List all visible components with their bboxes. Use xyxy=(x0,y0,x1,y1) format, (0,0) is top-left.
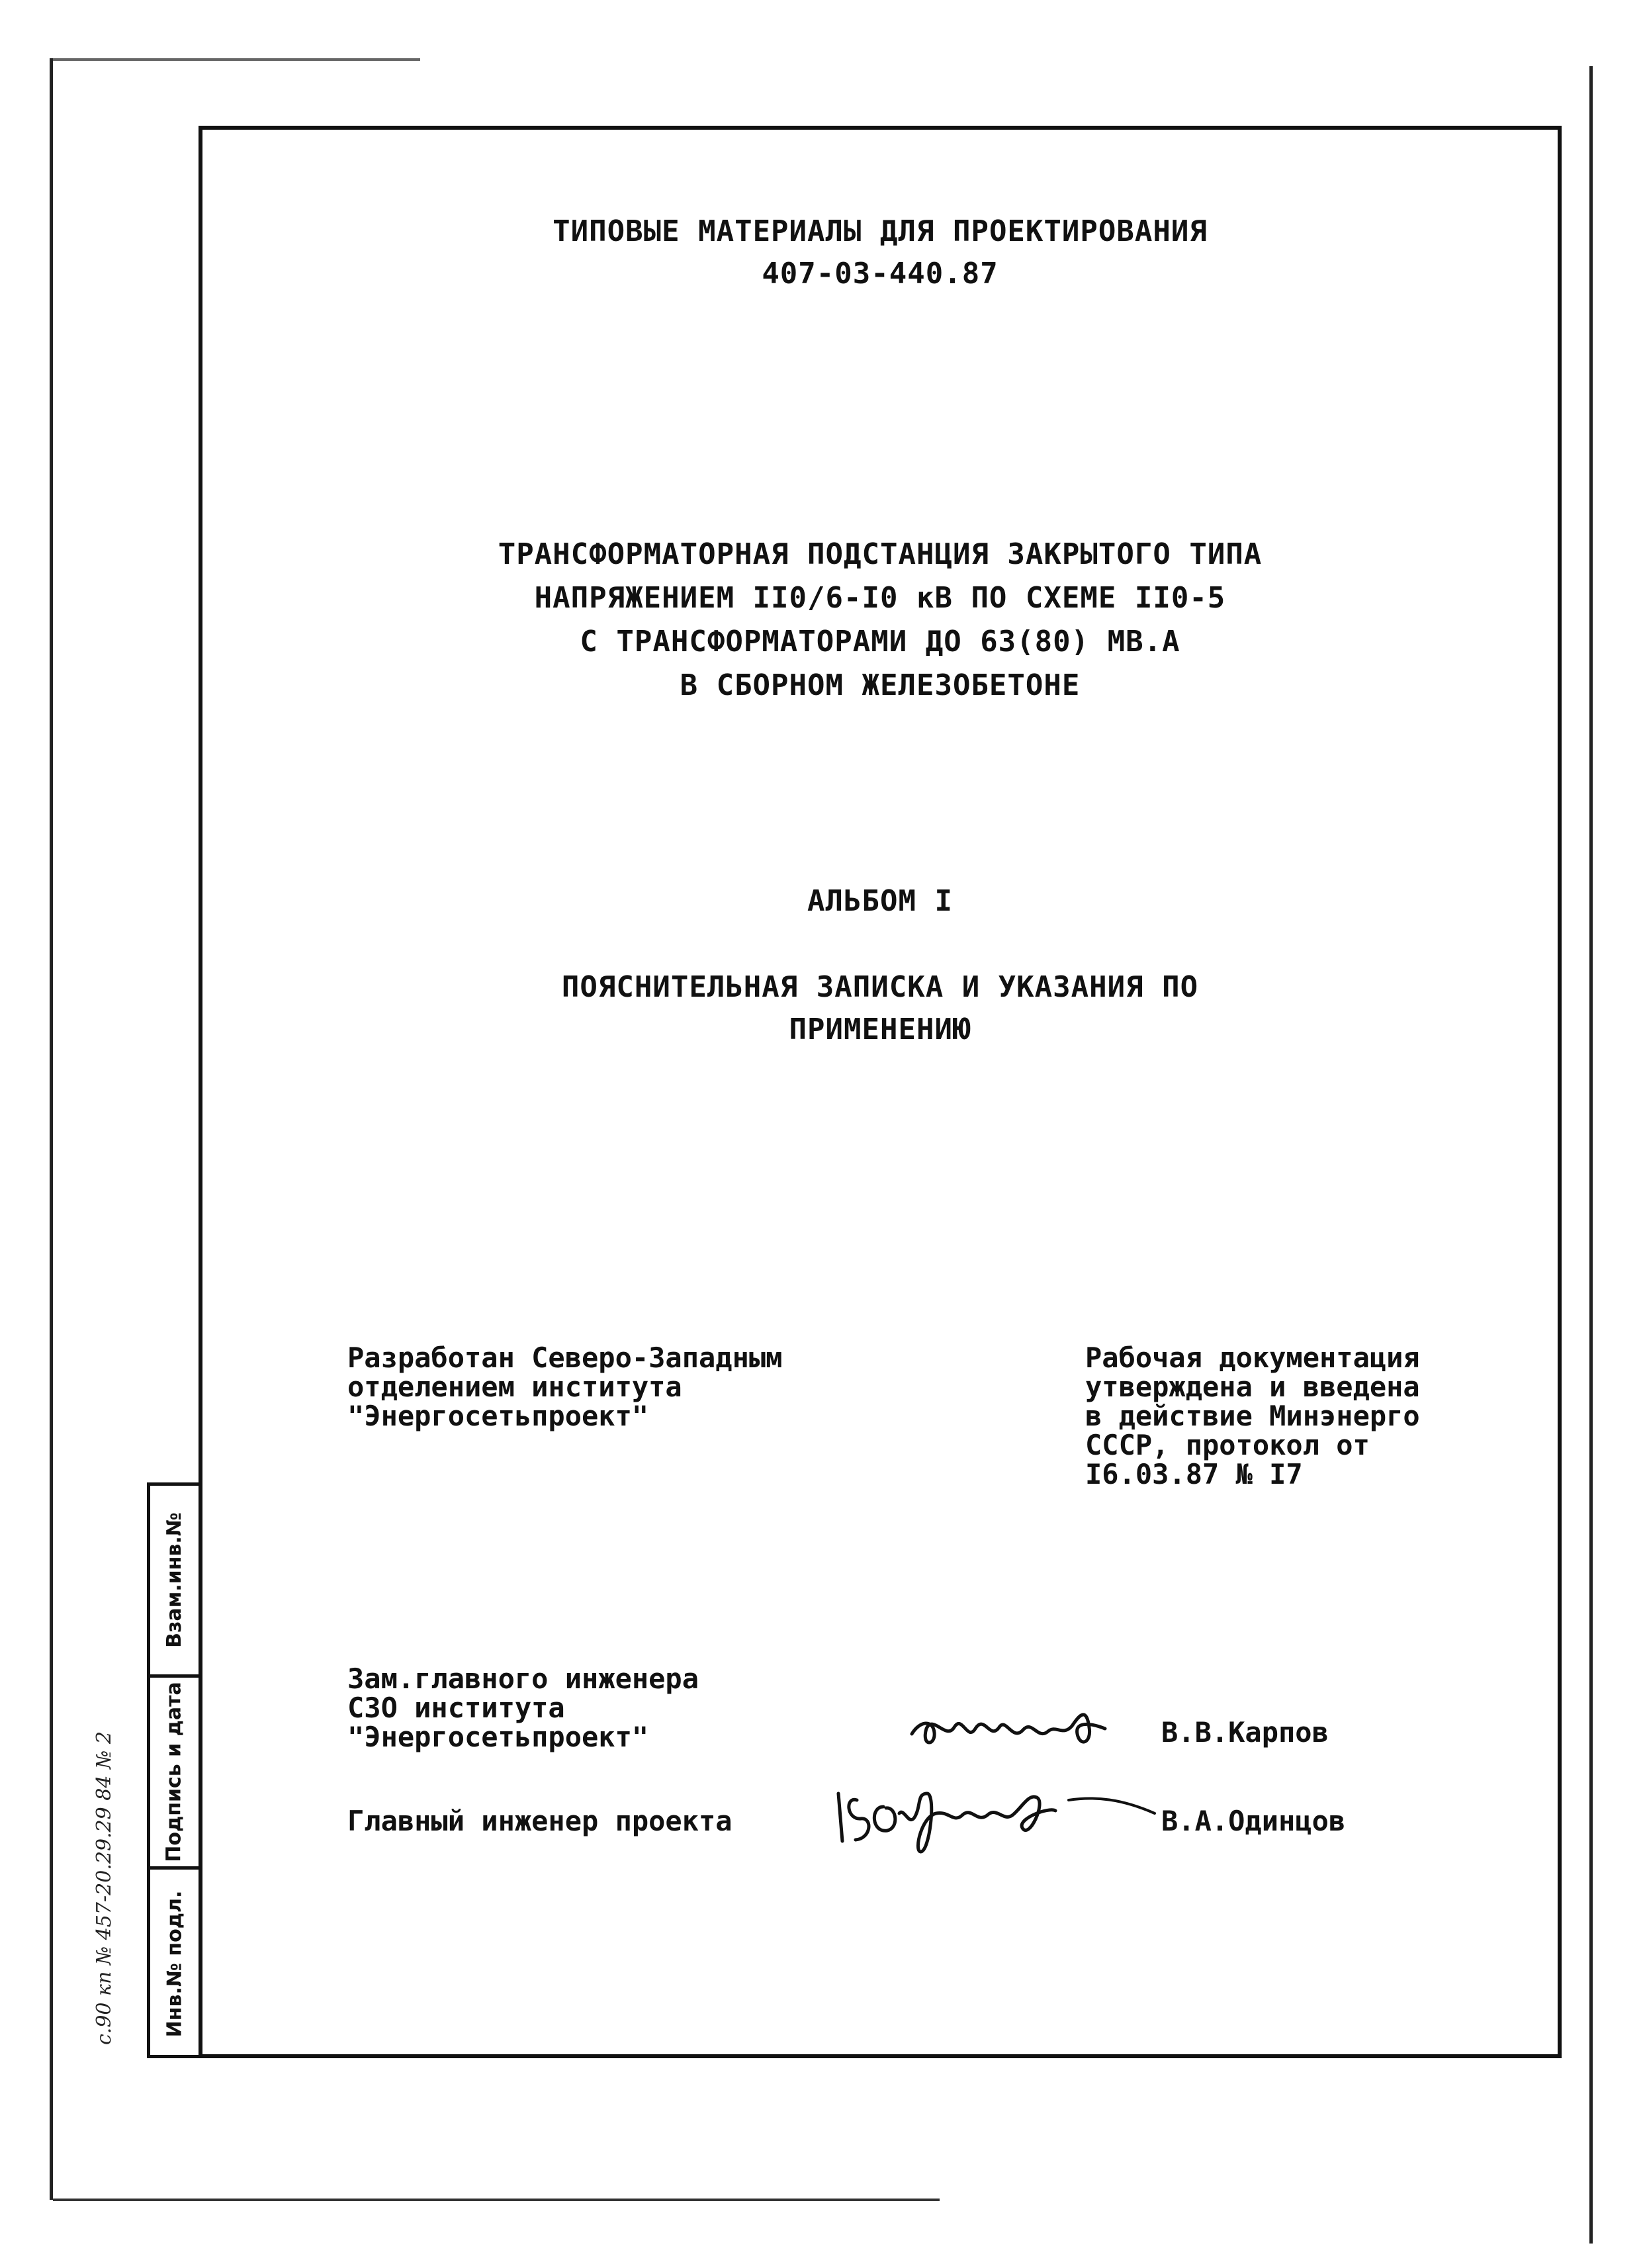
signatory-name: В.В.Карпов xyxy=(1161,1716,1329,1748)
stamp-label: Взам.инв.№ xyxy=(163,1512,186,1648)
role-line: "Энергосетьпроект" xyxy=(347,1721,649,1753)
signatory-name: В.А.Одинцов xyxy=(1161,1805,1346,1837)
developer-line: отделением института xyxy=(347,1371,682,1403)
approval-block xyxy=(1085,1343,1420,1489)
title-line: В СБОРНОМ ЖЕЛЕЗОБЕТОНЕ xyxy=(680,668,1081,702)
signature-odintsov xyxy=(830,1767,1168,1866)
approval-line: в действие Минэнерго xyxy=(1085,1400,1420,1432)
scan-edge-bottom xyxy=(53,2199,940,2201)
signatory-name-2 xyxy=(1161,1807,1345,1836)
scan-edge-left xyxy=(50,58,53,2200)
role-line: Зам.главного инженера xyxy=(347,1662,699,1695)
stamp-cell-replacement xyxy=(150,1486,199,1678)
album-label xyxy=(199,880,1562,923)
developer-line: Разработан Северо-Западным xyxy=(347,1341,783,1374)
stamp-label: Подпись и дата xyxy=(163,1682,186,1862)
signatory-name-1 xyxy=(1161,1718,1329,1747)
handwritten-inventory-note: с.90 кп № 457-20.29.29 84 № 2 xyxy=(93,1731,116,2045)
stamp-cell-signature-date xyxy=(150,1678,199,1870)
title-line: ТРАНСФОРМАТОРНАЯ ПОДСТАНЦИЯ ЗАКРЫТОГО ТИПА xyxy=(498,537,1263,571)
approval-line: СССР, протокол от xyxy=(1085,1429,1370,1461)
header xyxy=(199,210,1562,295)
signatory-role-2 xyxy=(347,1807,733,1836)
approval-line: Рабочая документация xyxy=(1085,1341,1420,1374)
scan-edge-right xyxy=(1589,66,1593,2244)
document-code: 407-03-440.87 xyxy=(762,257,999,291)
series-title: ТИПОВЫЕ МАТЕРИАЛЫ ДЛЯ ПРОЕКТИРОВАНИЯ xyxy=(553,214,1208,248)
role-line: Главный инженер проекта xyxy=(347,1805,733,1837)
album-number: АЛЬБОМ I xyxy=(807,884,953,918)
scan-edge-top xyxy=(50,58,420,61)
approval-stamp xyxy=(147,1482,199,2058)
title-line: С ТРАНСФОРМАТОРАМИ ДО 63(80) МВ.А xyxy=(580,625,1180,658)
main-title xyxy=(199,533,1562,707)
signatory-role-1 xyxy=(347,1664,699,1752)
stamp-label: Инв.№ подл. xyxy=(163,1890,187,2038)
stamp-cell-original-inv xyxy=(150,1870,199,2058)
approval-line: I6.03.87 № I7 xyxy=(1085,1458,1303,1490)
role-line: СЗО института xyxy=(347,1692,565,1724)
subtitle-line: ПОЯСНИТЕЛЬНАЯ ЗАПИСКА И УКАЗАНИЯ ПО xyxy=(561,970,1199,1004)
subtitle-line: ПРИМЕНЕНИЮ xyxy=(789,1013,971,1046)
album-subtitle xyxy=(199,966,1562,1051)
developer-line: "Энергосетьпроект" xyxy=(347,1400,649,1432)
approval-line: утверждена и введена xyxy=(1085,1371,1420,1403)
title-line: НАПРЯЖЕНИЕМ II0/6-I0 кВ ПО СХЕМЕ II0-5 xyxy=(534,581,1226,615)
signature-karpov xyxy=(907,1694,1125,1767)
developer-block xyxy=(347,1343,782,1431)
